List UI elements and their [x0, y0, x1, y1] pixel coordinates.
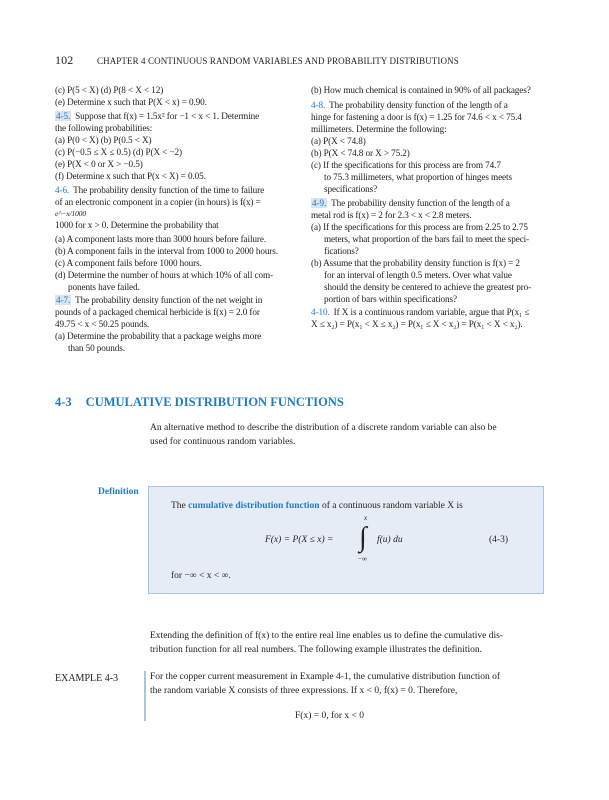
integral-upper: x — [364, 514, 368, 522]
exercise-line: X ≤ x₂) = P(x₁ < X ≤ x₂) = P(x₁ ≤ X < x₂) = P(x₁ < X < x₂). — [311, 319, 523, 329]
example-bar — [144, 671, 146, 721]
exercise-line: of an electronic component in a copier (in hours) is f(x) = — [55, 197, 261, 207]
example-formula: F(x) = 0, for x < 0 — [295, 711, 365, 721]
definition-range: for −∞ < x < ∞. — [171, 571, 231, 581]
equation-number: (4-3) — [489, 535, 508, 545]
integral-lower: −∞ — [358, 555, 367, 563]
definition-label: Definition — [98, 487, 139, 497]
exercise-line: portion of bars within specifications? — [324, 294, 457, 304]
intro-line-1: An alternative method to describe the distribution of a discrete random variable can also be — [150, 423, 497, 433]
exercise-line: (a) If the specifications for this process are from 2.25 to 2.75 — [311, 222, 528, 232]
exercise-text: The probability density function of the length of a — [331, 198, 510, 208]
exercise-line: 49.75 < x < 50.25 pounds. — [55, 319, 150, 329]
exercise-line: should the density be centered to achieve the greatest pro- — [324, 282, 532, 292]
exercise-line: pounds of a packaged chemical herbicide is f(x) = 2.0 for — [55, 307, 260, 317]
exercise-line — [55, 185, 300, 196]
exercise-line: specifications? — [324, 184, 378, 194]
exercise-line: (e) P(X < 0 or X > −0.5) — [55, 159, 143, 169]
exercise-text: The probability density function of the time to failure — [73, 185, 265, 195]
exercise-line: (a) Determine the probability that a package weighs more — [55, 331, 262, 341]
cdf-formula: F(x) = P(X ≤ x) = — [265, 535, 334, 545]
section-heading — [55, 395, 358, 410]
exercise-line — [311, 307, 557, 318]
exercise-line: (d) Determine the number of hours at which 10% of all com- — [55, 270, 273, 280]
intro-line-2: used for continuous random variables. — [150, 437, 296, 447]
page-number: 102 — [55, 53, 74, 67]
section-title: CUMULATIVE DISTRIBUTION FUNCTIONS — [85, 395, 344, 409]
exercise-number: 4-8. — [311, 100, 326, 110]
exercise-line — [55, 111, 300, 122]
exercise-line: meters, what proportion of the bars fail to meet the speci- — [324, 234, 530, 244]
exercise-number: 4-9. — [312, 198, 327, 208]
example-line-1: For the copper current measurement in Example 4-1, the cumulative distribution function of — [150, 672, 501, 682]
exercise-number: 4-6. — [55, 185, 70, 195]
exercise-line: (b) How much chemical is contained in 90% of all packages? — [311, 85, 531, 95]
exercise-line: (c) P(5 < X) (d) P(8 < X < 12) — [55, 85, 164, 95]
exercise-text: The probability density function of the length of a — [329, 100, 508, 110]
exercise-number: 4-5. — [56, 111, 71, 121]
exercise-line — [311, 100, 557, 111]
exercise-line: (e) Determine x such that P(X < x) = 0.90. — [55, 97, 207, 107]
exercise-line: ponents have failed. — [68, 282, 140, 292]
exercise-line — [55, 295, 300, 306]
exercise-line: (a) P(0 < X) (b) P(0.5 < X) — [55, 135, 152, 145]
exercise-line: (b) Assume that the probability density function is f(x) = 2 — [311, 258, 520, 268]
running-header: CHAPTER 4 CONTINUOUS RANDOM VARIABLES AND PROBABILITY DISTRIBUTIONS — [97, 56, 459, 66]
example-line-2: the random variable X consists of three expressions. If x < 0, f(x) = 0. Therefore, — [150, 686, 458, 696]
integrand: f(u) du — [377, 535, 403, 545]
exercise-line: to 75.3 millimeters, what proportion of hinges meets — [324, 172, 512, 182]
exercise-line: 1000 for x > 0. Determine the probability that — [55, 220, 219, 230]
exercise-line: (b) P(X < 74.8 or X > 75.2) — [311, 148, 410, 158]
exercise-number: 4-10. — [311, 307, 330, 317]
definition-box — [148, 486, 544, 594]
exercise-line: (f) Determine x such that P(x < X) = 0.05. — [55, 171, 206, 181]
def-term: cumulative distribution function — [188, 501, 320, 511]
extending-line-1: Extending the definition of f(x) to the entire real line enables us to define the cumulative dis- — [150, 631, 503, 641]
exercise-line: (a) A component lasts more than 3000 hours before failure. — [55, 234, 267, 244]
exercise-line: (b) A component fails in the interval from 1000 to 2000 hours. — [55, 246, 278, 256]
exercise-text: Suppose that f(x) = 1.5x² for −1 < x < 1. Determine — [75, 111, 260, 121]
exercise-line: the following probabilities: — [55, 123, 153, 133]
exercise-line: metal rod is f(x) = 2 for 2.3 < x < 2.8 meters. — [311, 210, 472, 220]
exercise-text: If X is a continuous random variable, argue that P(x₁ ≤ — [333, 307, 530, 317]
exercise-line: for an interval of length 0.5 meters. Over what value — [324, 270, 512, 280]
example-label: EXAMPLE 4-3 — [55, 673, 119, 684]
exercise-text: The probability density function of the net weight in — [75, 295, 263, 305]
exercise-line — [311, 198, 557, 209]
exercise-line: fications? — [324, 246, 359, 256]
definition-text — [171, 499, 463, 513]
exercise-number: 4-7. — [56, 295, 71, 305]
section-number: 4-3 — [55, 395, 72, 409]
integral-sign: ∫ — [359, 522, 367, 553]
exercise-line: e^−x/1000 — [55, 209, 87, 218]
exercise-line: (c) A component fails before 1000 hours. — [55, 258, 202, 268]
exercise-line: than 50 pounds. — [68, 343, 125, 353]
exercise-line: (a) P(X < 74.8) — [311, 136, 366, 146]
extending-line-2: tribution function for all real numbers. The following example illustrates the definition. — [150, 645, 482, 655]
def-pre: The — [171, 501, 189, 511]
def-post: of a continuous random variable X is — [319, 501, 463, 511]
exercise-line: (c) If the specifications for this process are from 74.7 — [311, 160, 501, 170]
exercise-line: millimeters. Determine the following: — [311, 124, 447, 134]
exercise-line: hinge for fastening a door is f(x) = 1.25 for 74.6 < x < 75.4 — [311, 112, 522, 122]
exercise-line: (c) P(−0.5 ≤ X ≤ 0.5) (d) P(X < −2) — [55, 147, 183, 157]
